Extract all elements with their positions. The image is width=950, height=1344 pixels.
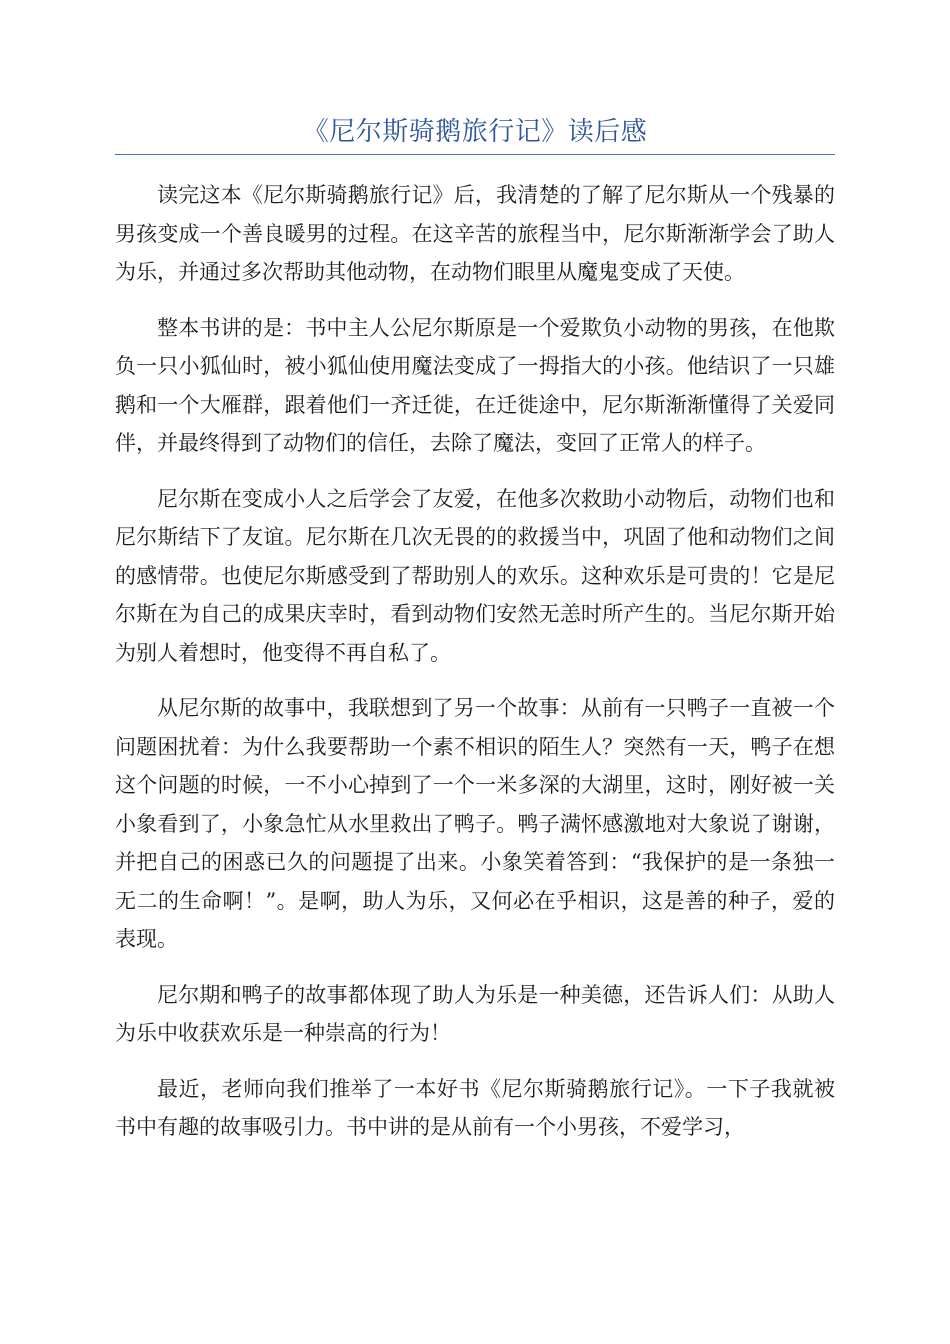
paragraph-1: 读完这本《尼尔斯骑鹅旅行记》后，我清楚的了解了尼尔斯从一个残暴的男孩变成一个善良暖男的过程。在这辛苦的旅程当中，尼尔斯渐渐学会了助人为乐，并通过多次帮助其他动物，在动物们眼里从魔鬼变成了天使。 (115, 183, 835, 284)
paragraph-4: 从尼尔斯的故事中，我联想到了另一个故事：从前有一只鸭子一直被一个问题困扰着：为什么我要帮助一个素不相识的陌生人？突然有一天，鸭子在想这个问题的时候，一不小心掉到了一个一米多深的大湖里，这时，刚好被一关小象看到了，小象急忙从水里救出了鸭子。鸭子满怀感激地对大象说了谢谢，并把自己的困惑已久的问题提了出来。小象笑着答到：“我保护的是一条独一无二的生命啊！”。是啊，助人为乐，又何必在乎相识，这是善的种子，爱的表现。 (115, 696, 835, 951)
paragraph-3: 尼尔斯在变成小人之后学会了友爱，在他多次救助小动物后，动物们也和尼尔斯结下了友谊。尼尔斯在几次无畏的的救援当中，巩固了他和动物们之间的感情带。也使尼尔斯感受到了帮助别人的欢乐。这种欢乐是可贵的！它是尼尔斯在为自己的成果庆幸时，看到动物们安然无恙时所产生的。当尼尔斯开始为别人着想时，他变得不再自私了。 (115, 486, 835, 665)
paragraph-2: 整本书讲的是：书中主人公尼尔斯原是一个爱欺负小动物的男孩，在他欺负一只小狐仙时，被小狐仙使用魔法变成了一拇指大的小孩。他结识了一只雄鹅和一个大雁群，跟着他们一齐迁徙，在迁徙途中，尼尔斯渐渐懂得了关爱同伴，并最终得到了动物们的信任，去除了魔法，变回了正常人的样子。 (115, 315, 835, 455)
title-underline (115, 154, 835, 155)
document-body (115, 176, 835, 1164)
paragraph-5: 尼尔期和鸭子的故事都体现了助人为乐是一种美德，还告诉人们：从助人为乐中收获欢乐是一种崇高的行为！ (115, 982, 835, 1045)
paragraph-6: 最近，老师向我们推举了一本好书《尼尔斯骑鹅旅行记》。一下子我就被书中有趣的故事吸引力。书中讲的是从前有一个小男孩，不爱学习， (115, 1076, 835, 1139)
document-title: 《尼尔斯骑鹅旅行记》读后感 (302, 117, 648, 147)
